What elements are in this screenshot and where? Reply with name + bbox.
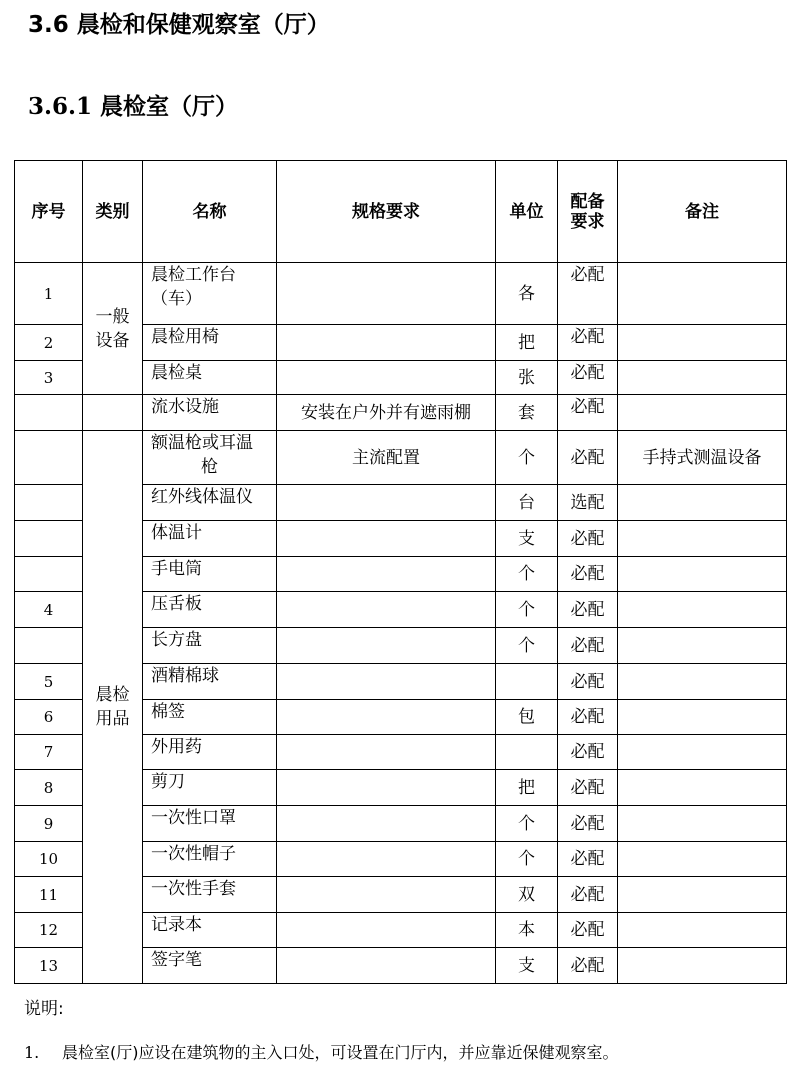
cell-unit <box>496 735 558 770</box>
cell-remark <box>618 361 787 395</box>
header-req-line1: 配备 <box>570 191 605 212</box>
cell-no <box>15 628 83 664</box>
cell-remark <box>618 263 787 325</box>
cell-spec: 安装在户外并有遮雨棚 <box>277 395 496 431</box>
category-supplies-line1: 晨检 <box>95 685 130 705</box>
cell-no <box>15 395 83 431</box>
cell-unit: 个 <box>496 806 558 842</box>
cell-no: 7 <box>15 735 83 770</box>
cell-no: 12 <box>15 913 83 948</box>
cell-spec <box>277 913 496 948</box>
cell-requirement: 选配 <box>558 485 618 521</box>
cell-remark <box>618 395 787 431</box>
cell-name: 晨检用椅 <box>143 325 277 361</box>
header-requirement <box>558 161 618 263</box>
table-header-row <box>15 161 787 263</box>
cell-unit: 把 <box>496 325 558 361</box>
cell-remark <box>618 735 787 770</box>
cell-name-line2: （车） <box>151 289 202 309</box>
cell-no: 8 <box>15 770 83 806</box>
cell-no: 10 <box>15 842 83 877</box>
cell-no: 4 <box>15 592 83 628</box>
cell-spec <box>277 628 496 664</box>
cell-remark <box>618 700 787 735</box>
cell-no: 9 <box>15 806 83 842</box>
cell-no <box>15 431 83 485</box>
cell-name: 手电筒 <box>143 557 277 592</box>
cell-spec <box>277 592 496 628</box>
cell-remark <box>618 485 787 521</box>
cell-remark: 手持式测温设备 <box>618 431 787 485</box>
cell-name: 记录本 <box>143 913 277 948</box>
cell-spec <box>277 842 496 877</box>
cell-remark <box>618 521 787 557</box>
equipment-table <box>14 160 787 984</box>
cell-spec <box>277 485 496 521</box>
cell-requirement: 必配 <box>558 842 618 877</box>
cell-requirement: 必配 <box>558 664 618 700</box>
header-spec: 规格要求 <box>277 161 496 263</box>
cell-requirement: 必配 <box>558 361 618 395</box>
category-general-line1: 一般 <box>95 306 130 327</box>
cell-name: 压舌板 <box>143 592 277 628</box>
cell-requirement: 必配 <box>558 395 618 431</box>
cell-requirement: 必配 <box>558 806 618 842</box>
cell-name: 一次性帽子 <box>143 842 277 877</box>
cell-requirement: 必配 <box>558 877 618 913</box>
cell-name: 剪刀 <box>143 770 277 806</box>
cell-name: 流水设施 <box>143 395 277 431</box>
cell-name-line1: 晨检工作台 <box>151 265 236 285</box>
cell-requirement: 必配 <box>558 948 618 984</box>
cell-unit: 张 <box>496 361 558 395</box>
cell-no <box>15 521 83 557</box>
cell-remark <box>618 628 787 664</box>
cell-spec <box>277 948 496 984</box>
cell-remark <box>618 806 787 842</box>
header-remark: 备注 <box>618 161 787 263</box>
cell-unit: 台 <box>496 485 558 521</box>
header-name: 名称 <box>143 161 277 263</box>
cell-requirement: 必配 <box>558 592 618 628</box>
category-supplies <box>83 431 143 984</box>
cell-unit: 套 <box>496 395 558 431</box>
cell-remark <box>618 877 787 913</box>
header-req-line2: 要求 <box>570 211 605 232</box>
cell-name: 签字笔 <box>143 948 277 984</box>
cell-unit: 本 <box>496 913 558 948</box>
cell-unit: 个 <box>496 592 558 628</box>
header-category: 类别 <box>83 161 143 263</box>
cell-spec <box>277 557 496 592</box>
cell-requirement: 必配 <box>558 700 618 735</box>
note-number: 1. <box>24 1043 40 1062</box>
cell-remark <box>618 770 787 806</box>
section-heading-3-6-1: 3.6.1 晨检室（厅） <box>28 93 239 120</box>
notes-title: 说明: <box>24 999 64 1019</box>
cell-requirement: 必配 <box>558 521 618 557</box>
cell-unit: 包 <box>496 700 558 735</box>
cell-no <box>15 485 83 521</box>
header-unit: 单位 <box>496 161 558 263</box>
cell-unit: 个 <box>496 431 558 485</box>
cell-name: 晨检桌 <box>143 361 277 395</box>
cell-remark <box>618 557 787 592</box>
cell-name: 外用药 <box>143 735 277 770</box>
cell-spec <box>277 735 496 770</box>
cell-remark <box>618 948 787 984</box>
category-supplies-line2: 用品 <box>95 709 130 729</box>
cell-spec <box>277 361 496 395</box>
cell-name: 红外线体温仪 <box>143 485 277 521</box>
cell-no: 13 <box>15 948 83 984</box>
table-row <box>15 263 787 325</box>
cell-unit: 个 <box>496 557 558 592</box>
cell-spec <box>277 325 496 361</box>
cell-no: 1 <box>15 263 83 325</box>
cell-requirement: 必配 <box>558 431 618 485</box>
cell-name <box>143 263 277 325</box>
category-general-line2: 设备 <box>95 330 130 351</box>
category-general <box>83 263 143 395</box>
cell-no: 3 <box>15 361 83 395</box>
cell-requirement: 必配 <box>558 263 618 325</box>
section-heading-3-6: 3.6 晨检和保健观察室（厅） <box>28 12 330 38</box>
cell-no: 5 <box>15 664 83 700</box>
cell-remark <box>618 592 787 628</box>
note-text: 晨检室(厅)应设在建筑物的主入口处，可设置在门厅内，并应靠近保健观察室。 <box>62 1043 619 1062</box>
cell-unit: 双 <box>496 877 558 913</box>
cell-requirement: 必配 <box>558 735 618 770</box>
cell-name: 长方盘 <box>143 628 277 664</box>
cell-no <box>15 557 83 592</box>
cell-name <box>143 431 277 485</box>
cell-unit <box>496 664 558 700</box>
cell-category-empty <box>83 395 143 431</box>
cell-unit: 个 <box>496 842 558 877</box>
cell-unit: 支 <box>496 948 558 984</box>
cell-spec <box>277 664 496 700</box>
cell-name: 棉签 <box>143 700 277 735</box>
cell-unit: 各 <box>496 263 558 325</box>
cell-name-line2: 枪 <box>201 457 218 477</box>
cell-name-line1: 额温枪或耳温 <box>151 433 253 453</box>
cell-requirement: 必配 <box>558 325 618 361</box>
header-no: 序号 <box>15 161 83 263</box>
cell-spec: 主流配置 <box>277 431 496 485</box>
cell-remark <box>618 913 787 948</box>
cell-unit: 支 <box>496 521 558 557</box>
cell-name: 一次性手套 <box>143 877 277 913</box>
cell-spec <box>277 521 496 557</box>
cell-no: 2 <box>15 325 83 361</box>
table-row <box>15 395 787 431</box>
cell-spec <box>277 770 496 806</box>
cell-remark <box>618 325 787 361</box>
cell-unit: 个 <box>496 628 558 664</box>
cell-requirement: 必配 <box>558 628 618 664</box>
note-item <box>24 1040 619 1063</box>
cell-unit: 把 <box>496 770 558 806</box>
cell-requirement: 必配 <box>558 557 618 592</box>
cell-requirement: 必配 <box>558 770 618 806</box>
cell-requirement: 必配 <box>558 913 618 948</box>
cell-no: 6 <box>15 700 83 735</box>
cell-name: 一次性口罩 <box>143 806 277 842</box>
cell-spec <box>277 806 496 842</box>
cell-spec <box>277 700 496 735</box>
cell-spec <box>277 263 496 325</box>
cell-name: 酒精棉球 <box>143 664 277 700</box>
cell-spec <box>277 877 496 913</box>
table-row <box>15 431 787 485</box>
cell-remark <box>618 664 787 700</box>
cell-name: 体温计 <box>143 521 277 557</box>
cell-remark <box>618 842 787 877</box>
cell-no: 11 <box>15 877 83 913</box>
